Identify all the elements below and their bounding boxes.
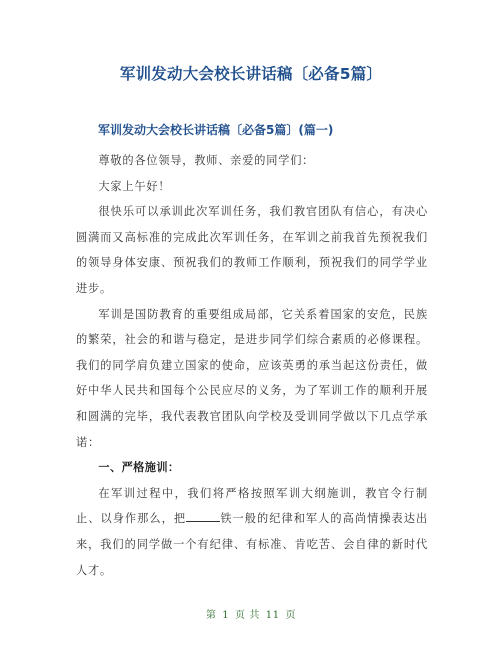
footer-total-pages: 11 [265, 610, 280, 621]
page-footer [0, 606, 502, 621]
salutation-paragraph: 尊敬的各位领导，教师、亲爱的同学们： [98, 154, 315, 167]
section-title: 军训发动大会校长讲话稿〔必备5篇〕(篇一) [98, 123, 334, 137]
heading-strict-training: 一、严格施训： [98, 461, 180, 475]
footer-prefix: 第 [205, 610, 217, 621]
footer-page-number: 1 [222, 610, 230, 621]
footer-suffix: 页 [285, 610, 297, 621]
body-paragraph [76, 481, 428, 583]
paragraph-text: 在军训过程中，我们将严格按照军训大纲施训，教官令行制止、以身作那么，把 [76, 486, 428, 526]
document-body [76, 148, 428, 583]
blank-underline [186, 510, 220, 522]
paragraph-text: 铁一般的纪律和军人的高尚情操表达出来，我们的同学做一个有纪律、有标准、肯吃苦、会自律的新时代人才。 [76, 512, 428, 577]
document-title: 军训发动大会校长讲话稿〔必备5篇〕 [119, 65, 383, 83]
greeting-paragraph: 大家上午好！ [98, 179, 171, 193]
body-paragraph: 军训是国防教育的重要组成局部，它关系着国家的安危，民族的繁荣，社会的和谐与稳定，是进步同学们综合素质的必修课程。我们的同学肩负建立国家的使命，应该英勇的承当起这份责任，做好中华人民共和国每个公民应尽的义务，为了军训工作的顺利开展和圆满的完毕，我代表教官团队向学校及受训同学做以下几点学承诺： [76, 307, 428, 449]
body-paragraph: 很快乐可以承训此次军训任务，我们教官团队有信心，有决心圆满而又高标准的完成此次军训任务，在军训之前我首先预祝我们的领导身体安康、预祝我们的教师工作顺利，预祝我们的同学学业进步。 [76, 205, 428, 295]
footer-middle: 页 共 [235, 610, 260, 621]
